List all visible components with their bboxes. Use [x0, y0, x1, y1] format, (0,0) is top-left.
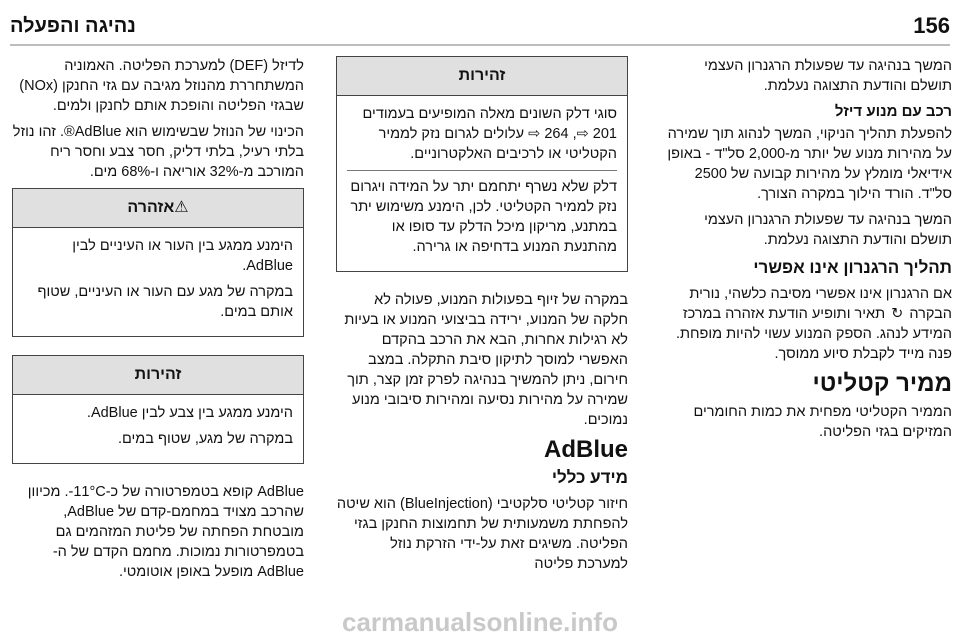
subheading: רכב עם מנוע דיזל	[834, 103, 952, 120]
warning-body	[13, 228, 303, 336]
warning-text: במקרה של מגע עם העור או העיניים, שטוף אותם במים.	[37, 284, 293, 320]
section-heading: AdBlue	[544, 436, 628, 463]
warning-box	[12, 188, 304, 337]
page-header	[10, 8, 950, 46]
text-segment: תאיר ותופיע הודעת אזהרה במרכז המידע לנהג. הספק המנוע עשוי להיות מופחת. פנה מייד לקבלת סיוע ממוסך.	[675, 306, 952, 362]
paragraph: במקרה של זיוף בפעולות המנוע, פעולה לא חלקה של המנוע, ירידה בביצועי המנוע או בעיות לא רגילות אחרות, הבא את הרכב בהקדם האפשרי למוסך לתיקון סיבת התקלה. במצב חירום, ניתן להמשיך בנהיגה לפרק זמן קצר, תוך שמירה על מהירות נסיעה ומהירות סיבובי מנוע נמוכים.	[344, 292, 628, 428]
caution-heading: זהירות	[337, 57, 627, 96]
watermark: carmanualsonline.info	[342, 607, 618, 637]
caution-text: דלק שלא נשרף יתחמם יתר על המידה ויגרום נזק לממיר הקטליטי. לכן, הימנע משימוש יתר במתנע, מריקון מיכל הדלק עד סופו או מהתנעת המנוע בדחיפה או גרירה.	[350, 179, 617, 255]
warning-text: הימנע ממגע בין העור או העיניים לבין AdBlue.	[72, 238, 293, 274]
caution-text: הימנע ממגע בין צבע לבין AdBlue.	[86, 405, 293, 421]
caution-text: במקרה של מגע, שטוף במים.	[117, 431, 293, 447]
paragraph: AdBlue קופא בטמפרטורה של כ-11°C-. מכיוון שהרכב מצויד במחמם-קדם של AdBlue, מובטחת הפחתה של פליטת המזהמים גם בטמפרטורות נמוכות. מחמם הקדם של ה-AdBlue מופעל באופן אוטומטי.	[27, 484, 304, 580]
paragraph: הכינוי של הנוזל שבשימוש הוא AdBlue®. זהו נוזל בלתי רעיל, בלתי דליק, חסר צבע וחסר ריח המורכב מ-32% אוריאה ו-68% מים.	[12, 124, 304, 180]
caution-body	[13, 395, 303, 463]
page-number: 156	[913, 13, 950, 38]
paragraph: המשך בנהיגה עד שפעולת הרגנרון העצמי תושלם והודעת התצוגה נעלמת.	[704, 58, 952, 94]
regeneration-icon: ↻	[891, 306, 904, 322]
paragraph: הממיר הקטליטי מפחית את כמות החומרים המזיקים בגזי הפליטה.	[693, 404, 952, 440]
subheading: מידע כללי	[551, 468, 628, 487]
caution-box	[12, 355, 304, 464]
paragraph: להפעלת תהליך הניקוי, המשך לנהוג תוך שמירה על מהירות מנוע של יותר מ-2,000 סל"ד - באופן אידיאלי מומלץ על מהירות קבועה של 2500 סל"ד. הורד הילוך במקרה הצורך.	[667, 126, 952, 202]
column-left	[12, 56, 304, 588]
paragraph: המשך בנהיגה עד שפעולת הרגנרון העצמי תושלם והודעת התצוגה נעלמת.	[704, 212, 952, 248]
text-segment: אם הרגנרון אינו אפשרי מסיבה כלשהי, נורית הבקרה	[689, 286, 952, 322]
caution-body	[337, 96, 627, 271]
column-middle	[336, 56, 628, 580]
divider	[347, 170, 617, 171]
subheading: תהליך הרגנרון אינו אפשרי	[753, 258, 952, 277]
section-heading: ממיר קטליטי	[812, 370, 952, 397]
caution-heading: זהירות	[13, 356, 303, 395]
paragraph	[660, 284, 952, 364]
section-title: נהיגה והפעלה	[10, 14, 136, 37]
caution-text: סוגי דלק השונים מאלה המופיעים בעמודים 201 ⇨, 264 ⇨ עלולים לגרום נזק לממיר הקטליטי או לרכיבים האלקטרוניים.	[362, 106, 617, 162]
column-right	[660, 56, 952, 448]
paragraph: חיזור קטליטי סלקטיבי (BlueInjection) הוא שיטה להפחתת משמעותית של תחמוצות החנקן בגזי הפליטה. משיגים זאת על-ידי הזרקת נוזל למערכת פליטה	[336, 496, 628, 572]
warning-heading: ⚠אזהרה	[13, 189, 303, 228]
paragraph: לדיזל (DEF) למערכת הפליטה. האמוניה המשתחררת מהנוזל מגיבה עם גזי החנקן (NOx) שבגזי הפליטה והופכת אותם לחנקן ולמים.	[19, 58, 304, 114]
caution-box	[336, 56, 628, 272]
